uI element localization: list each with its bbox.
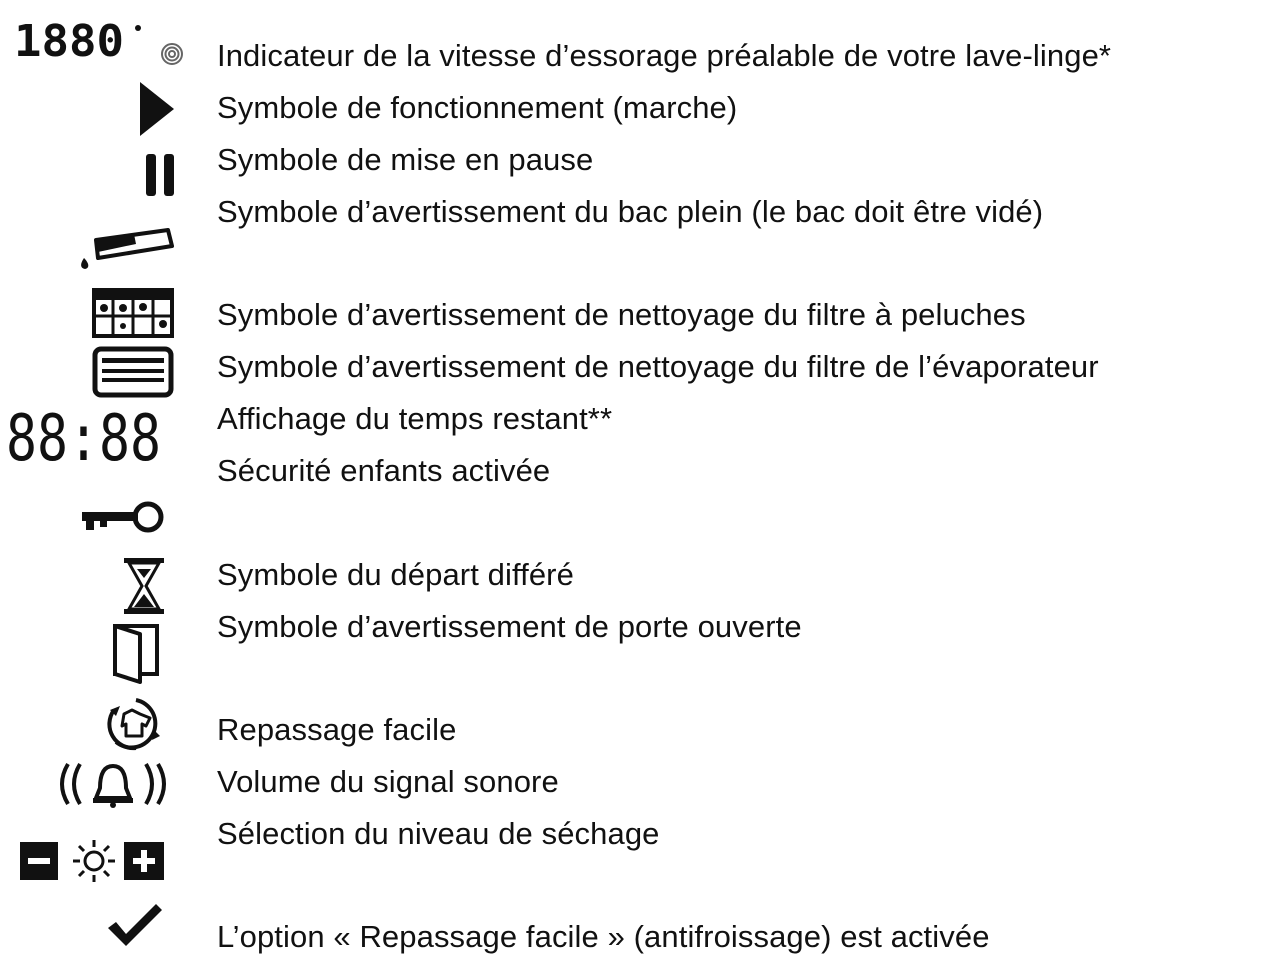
legend-label: Symbole d’avertissement de nettoyage du filtre à peluches (217, 297, 1026, 332)
bell-icon (56, 758, 170, 810)
evaporator-filter-icon (92, 346, 174, 398)
spin-speed-display-icon (14, 14, 184, 67)
checkmark-icon (104, 900, 164, 950)
legend-label: Volume du signal sonore (217, 764, 559, 799)
pause-icon (144, 152, 180, 198)
play-icon (138, 80, 178, 140)
lint-filter-icon (92, 288, 174, 338)
legend-label: Symbole d’avertissement de porte ouverte (217, 609, 802, 644)
legend-label: Repassage facile (217, 712, 457, 747)
legend-label: L’option « Repassage facile » (antifroissage) est activée (217, 919, 990, 954)
legend-label: Sécurité enfants activée (217, 453, 551, 488)
water-container-icon (74, 224, 178, 274)
legend-label: Affichage du temps restant** (217, 401, 613, 436)
remaining-time-display-icon (6, 402, 166, 476)
open-door-icon (110, 620, 164, 684)
spin-speed-digits: 1880 (14, 16, 124, 67)
spin-swirl-icon (162, 44, 182, 64)
legend-label: Indicateur de la vitesse d’essorage préalable de votre lave-linge* (217, 38, 1112, 73)
dryness-level-icon (18, 836, 168, 884)
legend-label: Symbole de mise en pause (217, 142, 594, 177)
legend-label: Symbole du départ différé (217, 557, 574, 592)
legend-label: Sélection du niveau de séchage (217, 816, 660, 851)
legend-label: Symbole de fonctionnement (marche) (217, 90, 738, 125)
legend-label: Symbole d’avertissement de nettoyage du filtre de l’évaporateur (217, 349, 1099, 384)
easy-iron-icon (102, 696, 170, 752)
remaining-time-digits: 88:88 (6, 402, 161, 476)
hourglass-icon (120, 556, 168, 616)
key-icon (80, 500, 166, 536)
sun-icon (73, 840, 115, 882)
legend-label: Symbole d’avertissement du bac plein (le bac doit être vidé) (217, 194, 1044, 229)
